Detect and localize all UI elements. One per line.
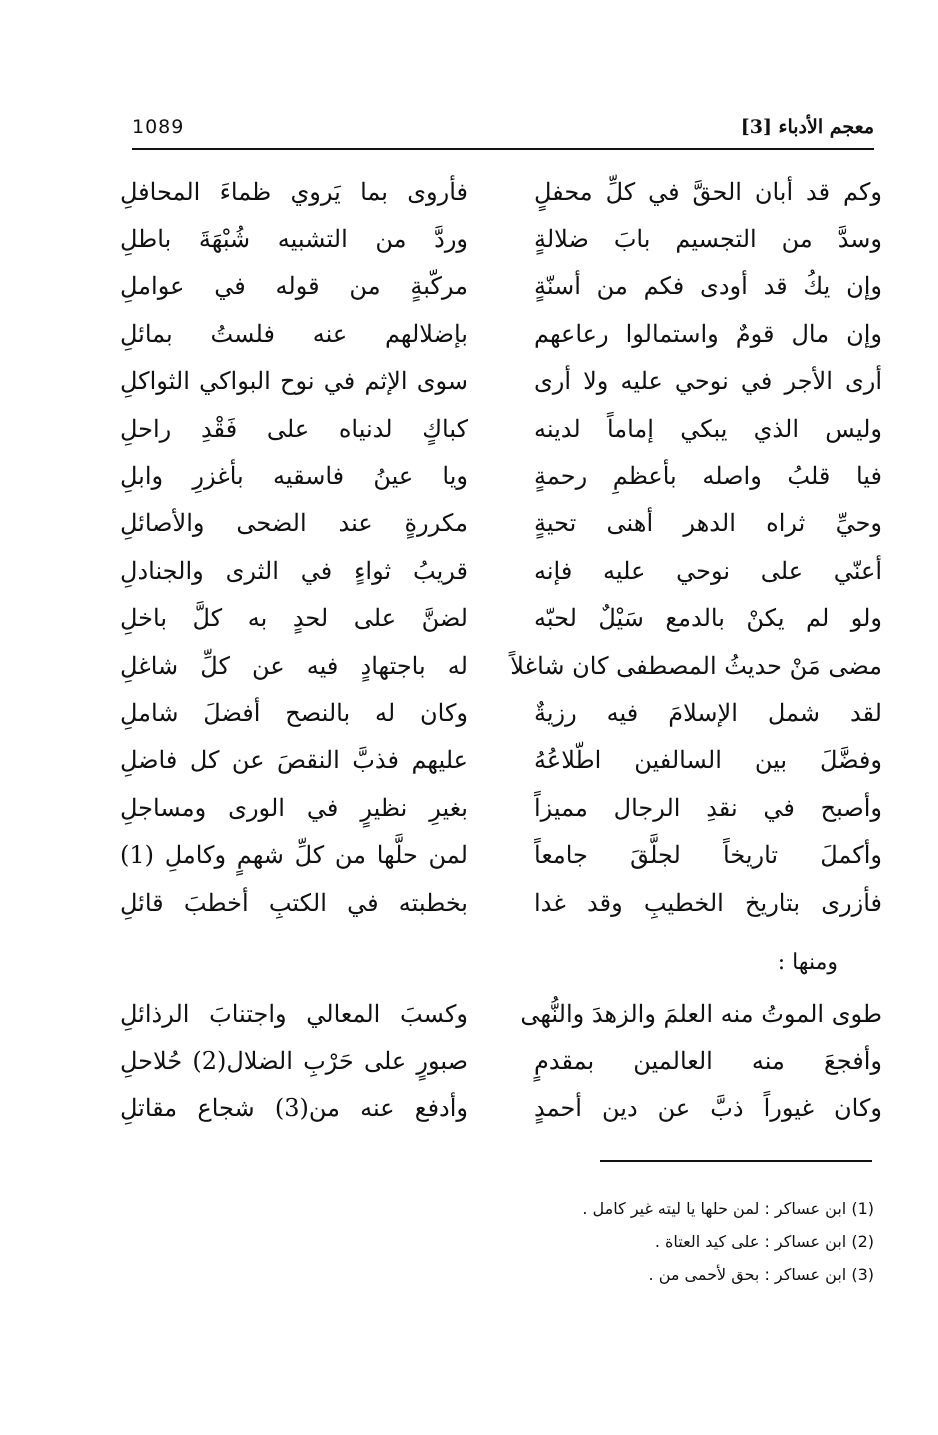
running-title: معجم الأدباء [3] <box>740 116 874 138</box>
poem-verses <box>120 168 882 926</box>
first-hemistich: وأفجعَ منه العالمين بمقدمٍ <box>534 1047 882 1076</box>
verse-line <box>120 168 882 215</box>
verse-line <box>120 405 882 452</box>
second-hemistich: وردَّ من التشبيه شُبْهَةَ باطلِ <box>120 225 468 254</box>
second-hemistich: عليهم فذبَّ النقصَ عن كل فاضلِ <box>120 746 468 775</box>
second-hemistich: مكررةٍ عند الضحى والأصائلِ <box>120 509 468 538</box>
verse-line <box>120 784 882 831</box>
footnote: (3) ابن عساكر : بحق لأحمى من . <box>648 1265 874 1284</box>
second-hemistich: وكسبَ المعالي واجتنابَ الرذائلِ <box>120 999 468 1028</box>
first-hemistich: وأصبح في نقدِ الرجال مميزاً <box>534 793 882 822</box>
first-hemistich: وليس الذي يبكي إماماً لدينه <box>534 414 882 443</box>
second-hemistich: قريبُ ثواءٍ في الثرى والجنادلِ <box>120 556 468 585</box>
first-hemistich: وكان غيوراً ذبَّ عن دين أحمدٍ <box>534 1094 882 1123</box>
second-hemistich: له باجتهادٍ فيه عن كلِّ شاغلِ <box>120 651 468 680</box>
verse-line <box>120 689 882 736</box>
second-hemistich: بخطبته في الكتبِ أخطبَ قائلِ <box>120 888 468 917</box>
verse-line <box>120 310 882 357</box>
first-hemistich: وإن يكُ قد أودى فكم من أسنّةٍ <box>534 272 882 301</box>
verse-line <box>120 215 882 262</box>
second-hemistich: كباكٍ لدنياه على فَقْدِ راحلِ <box>120 414 468 443</box>
first-hemistich: وإن مال قومٌ واستمالوا رعاعهم <box>534 319 882 348</box>
second-hemistich: مركّبةٍ من قوله في عواملِ <box>120 272 468 301</box>
first-hemistich: فيا قلبُ واصله بأعظمِ رحمةٍ <box>534 462 882 491</box>
first-hemistich: فأزرى بتاريخ الخطيبِ وقد غدا <box>534 888 882 917</box>
poem-verses-continued <box>120 990 882 1132</box>
verse-line <box>120 831 882 878</box>
first-hemistich: وفضَّلَ بين السالفين اطّلاعُهُ <box>534 746 882 775</box>
second-hemistich: لمن حلَّها من كلِّ شهمٍ وكاملِ (1) <box>120 841 468 870</box>
page-header <box>132 110 874 144</box>
second-hemistich: بغيرِ نظيرٍ في الورى ومساجلِ <box>120 793 468 822</box>
verse-line <box>120 595 882 642</box>
second-hemistich: وأدفع عنه من(3) شجاع مقاتلِ <box>120 1094 468 1123</box>
first-hemistich: وسدَّ من التجسيم بابَ ضلالةٍ <box>534 225 882 254</box>
first-hemistich: وأكملَ تاريخاً لجلَّقَ جامعاً <box>534 841 882 870</box>
first-hemistich: طوى الموتُ منه العلمَ والزهدَ والنُّهى <box>520 999 882 1028</box>
second-hemistich: فأروى بما يَروي ظماءَ المحافلِ <box>120 177 468 206</box>
verse-line <box>120 500 882 547</box>
verse-line <box>120 1085 882 1132</box>
verse-line <box>120 263 882 310</box>
first-hemistich: مضى مَنْ حديثُ المصطفى كان شاغلاً <box>510 651 882 680</box>
header-rule <box>132 148 874 150</box>
second-hemistich: سوى الإثم في نوح البواكي الثواكلِ <box>120 367 468 396</box>
first-hemistich: أعنّي على نوحي عليه فإنه <box>534 556 882 585</box>
footnotes <box>582 1192 874 1291</box>
verse-line <box>120 990 882 1037</box>
verse-line <box>120 358 882 405</box>
second-hemistich: صبورٍ على حَرْبِ الضلال(2) حُلاحلِ <box>120 1047 468 1076</box>
verse-line <box>120 879 882 926</box>
verse-line <box>120 547 882 594</box>
footnote: (1) ابن عساكر : لمن حلها يا ليته غير كامل . <box>582 1199 874 1218</box>
second-hemistich: ويا عينُ فاسقيه بأغزرِ وابلِ <box>120 462 468 491</box>
first-hemistich: لقد شمل الإسلامَ فيه رزيةٌ <box>534 698 882 727</box>
verse-line <box>120 1037 882 1084</box>
first-hemistich: أرى الأجر في نوحي عليه ولا أرى <box>534 367 882 396</box>
second-hemistich: بإضلالهم عنه فلستُ بمائلِ <box>120 319 468 348</box>
verse-line <box>120 452 882 499</box>
verse-line <box>120 737 882 784</box>
second-hemistich: لضنَّ على لحدٍ به كلَّ باخلِ <box>120 604 468 633</box>
first-hemistich: وكم قد أبان الحقَّ في كلِّ محفلٍ <box>534 177 882 206</box>
first-hemistich: وحيِّ ثراه الدهر أهنى تحيةٍ <box>534 509 882 538</box>
stanza-label: ومنها : <box>777 950 838 975</box>
first-hemistich: ولو لم يكنْ بالدمع سَيْلٌ لحبّه <box>534 604 882 633</box>
footnote: (2) ابن عساكر : على كيد العتاة . <box>654 1232 874 1251</box>
page-number: 1089 <box>132 116 185 138</box>
second-hemistich: وكان له بالنصح أفضلَ شاملِ <box>120 698 468 727</box>
verse-line <box>120 642 882 689</box>
footnote-rule <box>600 1160 872 1162</box>
